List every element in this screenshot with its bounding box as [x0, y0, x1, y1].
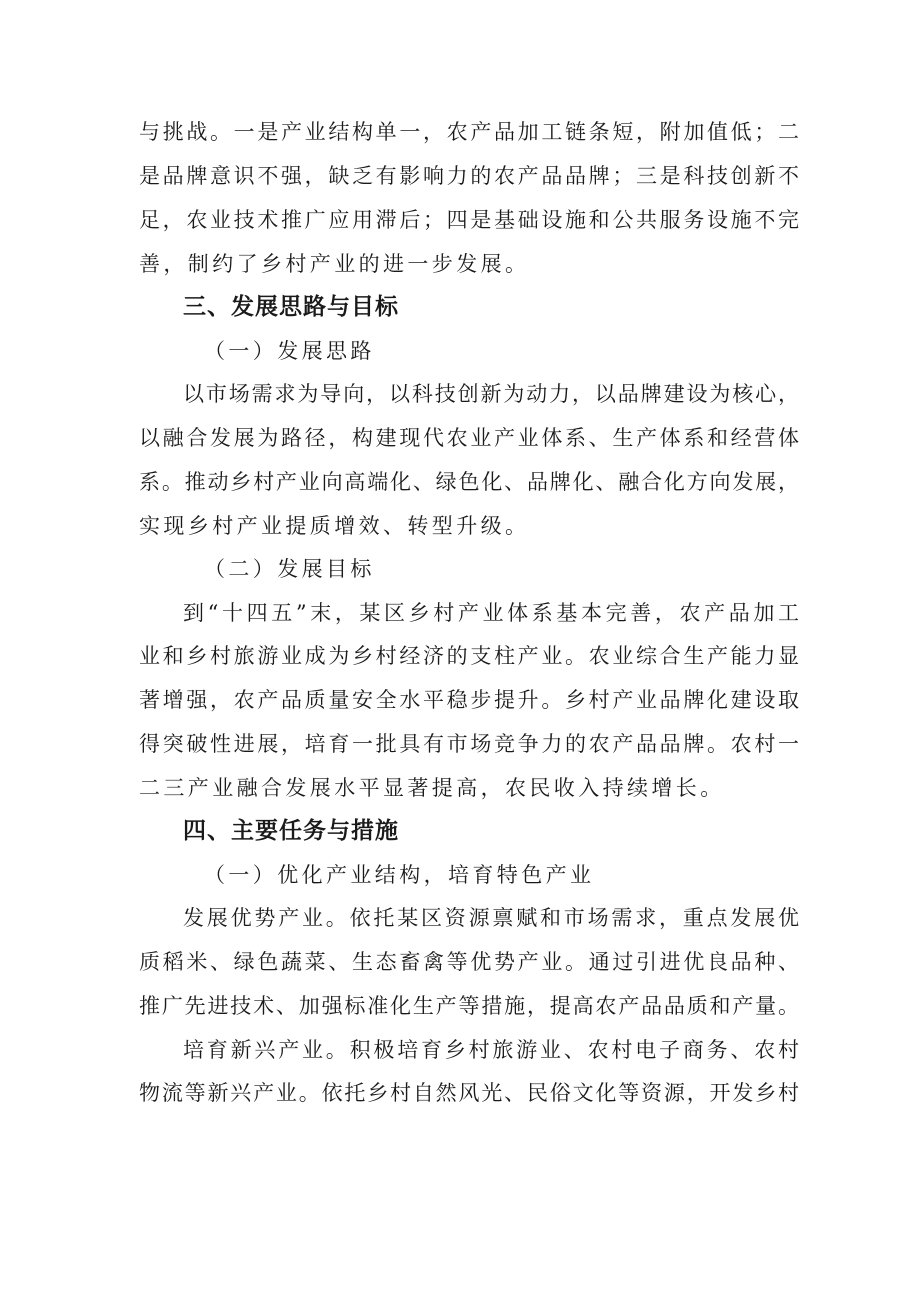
text-line: 实现乡村产业提质增效、转型升级。	[139, 514, 530, 538]
text-line: 到“十四五”末，某区乡村产业体系基本完善，农产品加工	[183, 601, 799, 625]
text-line: 物流等新兴产业。依托乡村自然风光、民俗文化等资源，开发乡村	[139, 1081, 799, 1105]
text-line: 善，制约了乡村产业的进一步发展。	[139, 252, 530, 276]
text-line: 系。推动乡村产业向高端化、绿色化、品牌化、融合化方向发展，	[139, 470, 799, 494]
text-line: 著增强，农产品质量安全水平稳步提升。乡村产业品牌化建设取	[139, 688, 799, 712]
subsection-heading-development-ideas: （一）发展思路	[204, 339, 375, 363]
text-line: 与挑战。一是产业结构单一，农产品加工链条短，附加值低；二	[139, 120, 799, 144]
section-heading-3: 三、发展思路与目标	[183, 294, 399, 320]
section-heading-4: 四、主要任务与措施	[183, 818, 399, 844]
subsection-heading-development-goals: （二）发展目标	[204, 557, 375, 581]
text-line: 推广先进技术、加强标准化生产等措施，提高农产品品质和产量。	[139, 994, 799, 1018]
text-line: 足，农业技术推广应用滞后；四是基础设施和公共服务设施不完	[139, 208, 799, 232]
text-line: 以市场需求为导向，以科技创新为动力，以品牌建设为核心，	[183, 382, 799, 406]
text-line: 得突破性进展，培育一批具有市场竞争力的农产品品牌。农村一	[139, 732, 799, 756]
text-line: 质稻米、绿色蔬菜、生态畜禽等优势产业。通过引进优良品种、	[139, 950, 799, 974]
text-line: 二三产业融合发展水平显著提高，农民收入持续增长。	[139, 776, 725, 800]
text-line: 业和乡村旅游业成为乡村经济的支柱产业。农业综合生产能力显	[139, 644, 799, 668]
subsection-heading-optimize-structure: （一）优化产业结构，培育特色产业	[204, 863, 595, 887]
text-line: 以融合发展为路径，构建现代农业产业体系、生产体系和经营体	[139, 426, 799, 450]
text-line: 培育新兴产业。积极培育乡村旅游业、农村电子商务、农村	[183, 1038, 799, 1062]
text-line: 是品牌意识不强，缺乏有影响力的农产品品牌；三是科技创新不	[139, 164, 799, 188]
text-line: 发展优势产业。依托某区资源禀赋和市场需求，重点发展优	[183, 906, 799, 930]
